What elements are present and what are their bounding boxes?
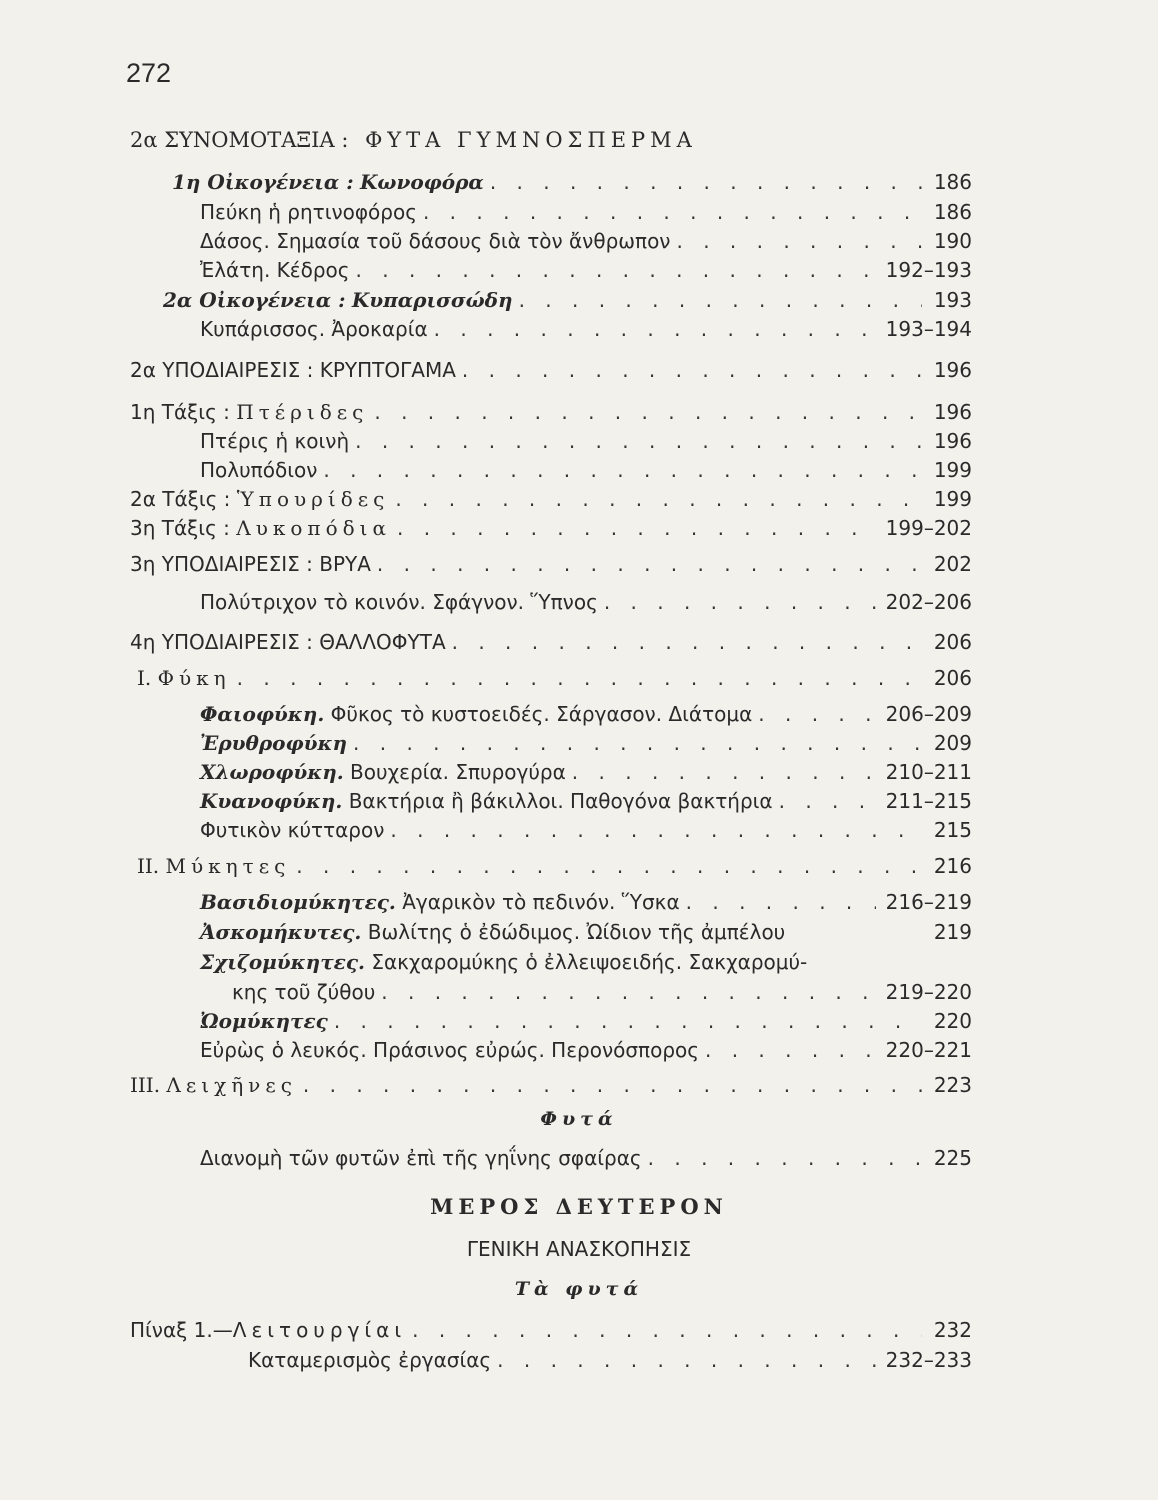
entry-bold: Κυανοφύκη. bbox=[200, 789, 343, 813]
entry-title: κης τοῦ ζύθου bbox=[232, 980, 376, 1004]
page-ref: 216 bbox=[933, 854, 972, 878]
page-ref: 206 bbox=[933, 630, 972, 654]
toc-row[interactable] bbox=[130, 487, 972, 515]
dot-leader bbox=[395, 487, 922, 511]
dot-leader bbox=[758, 702, 875, 726]
entry-title: Διανομὴ τῶν φυτῶν ἐπὶ τῆς γηΐνης σφαίρας bbox=[200, 1146, 642, 1170]
page-ref: 190 bbox=[933, 229, 972, 253]
toc-row[interactable] bbox=[200, 200, 972, 228]
dot-leader bbox=[303, 1073, 922, 1097]
heading-main: ΦΥΤΑ ΓΥΜΝΟΣΠΕΡΜΑ bbox=[365, 128, 697, 152]
dot-leader bbox=[604, 590, 876, 614]
entry-title: Καταμερισμὸς ἐργασίας bbox=[248, 1348, 492, 1372]
dot-leader bbox=[434, 317, 876, 341]
dot-leader bbox=[497, 1348, 875, 1372]
page-ref: 186 bbox=[933, 200, 972, 224]
page-ref: 219 bbox=[933, 920, 972, 944]
page-ref: 193 bbox=[933, 288, 972, 312]
entry-rest: Βωλίτης ὁ ἐδώδιμος. Ὠίδιον τῆς ἀμπέλου bbox=[361, 920, 786, 944]
toc-row[interactable] bbox=[200, 229, 972, 257]
entry-title: Κυπάρισσος. Ἀροκαρία bbox=[200, 317, 428, 341]
dot-leader bbox=[705, 1038, 876, 1062]
page-ref: 196 bbox=[933, 400, 972, 424]
class-name: Ὑπουρίδες bbox=[236, 487, 390, 511]
entry-rest: Ἀγαρικὸν τὸ πεδινόν. Ὕσκα bbox=[395, 890, 680, 914]
toc-row[interactable] bbox=[130, 400, 972, 428]
toc-row[interactable] bbox=[200, 731, 972, 759]
toc-row-group[interactable] bbox=[137, 666, 972, 694]
subdivision-title: 3η ΥΠΟΔΙΑΙΡΕΣΙΣ : ΒΡΥΑ bbox=[130, 552, 371, 576]
page-ref: 206 bbox=[933, 666, 972, 690]
page-ref: 211–215 bbox=[885, 789, 972, 813]
toc-row[interactable] bbox=[130, 1318, 972, 1346]
dot-leader bbox=[355, 429, 922, 453]
dot-leader bbox=[374, 400, 922, 424]
page-ref: 206–209 bbox=[885, 702, 972, 726]
entry-title: Δάσος. Σημασία τοῦ δάσους διὰ τὸν ἄνθρωπον bbox=[200, 229, 671, 253]
entry-title: Πτέρις ἡ κοινὴ bbox=[200, 429, 350, 453]
page-ref: 225 bbox=[933, 1146, 972, 1170]
toc-row[interactable] bbox=[200, 760, 972, 788]
page-ref: 199 bbox=[933, 487, 972, 511]
page-ref: 202–206 bbox=[885, 590, 972, 614]
entry-bold: Φαιοφύκη. bbox=[200, 702, 325, 726]
toc-row-group[interactable] bbox=[137, 854, 972, 882]
toc-row[interactable] bbox=[200, 950, 972, 978]
toc-row[interactable] bbox=[200, 702, 972, 730]
dot-leader bbox=[353, 731, 922, 755]
toc-row[interactable] bbox=[200, 590, 972, 618]
dot-leader bbox=[648, 1146, 922, 1170]
entry-bold: Ὠομύκητες bbox=[200, 1009, 328, 1033]
entry-title: Πεύκη ἡ ρητινοφόρος bbox=[200, 200, 417, 224]
phyta-title: Φυτά bbox=[540, 1108, 618, 1130]
toc-row[interactable] bbox=[200, 1038, 972, 1066]
entry-bold: Χλωροφύκη. bbox=[200, 760, 344, 784]
toc-row-subdivision[interactable] bbox=[130, 358, 972, 386]
toc-row-subdivision[interactable] bbox=[130, 552, 972, 580]
page-number: 272 bbox=[126, 58, 172, 88]
dot-leader bbox=[390, 818, 922, 842]
toc-row[interactable] bbox=[248, 1348, 972, 1376]
toc-row[interactable] bbox=[200, 920, 972, 948]
family-label: 1η Οἰκογένεια : bbox=[172, 170, 354, 194]
entry-bold: Ἀσκομήκυτες. bbox=[200, 920, 362, 944]
group-numeral: I. bbox=[137, 666, 152, 690]
entry-rest: Σακχαρομύκης ὁ ἐλλειψοειδής. Σακχαρομύ- bbox=[364, 950, 808, 974]
page-ref: 193–194 bbox=[885, 317, 972, 341]
dot-leader bbox=[686, 890, 876, 914]
family-label: 2α Οἰκογένεια : bbox=[163, 288, 346, 312]
class-label: 1η Τάξις : bbox=[130, 400, 230, 424]
dot-leader bbox=[397, 516, 876, 540]
group-name: Λειχῆνες bbox=[166, 1073, 297, 1097]
toc-row[interactable] bbox=[163, 288, 972, 316]
toc-row[interactable] bbox=[130, 516, 972, 544]
page-ref: 196 bbox=[933, 429, 972, 453]
dot-leader bbox=[676, 229, 922, 253]
entry-rest: Βακτήρια ἢ βάκιλλοι. Παθογόνα βακτήρια bbox=[342, 789, 773, 813]
page-ref: 223 bbox=[933, 1073, 972, 1097]
toc-row[interactable] bbox=[232, 980, 972, 1008]
page-ref: 232 bbox=[933, 1318, 972, 1342]
page-ref: 202 bbox=[933, 552, 972, 576]
toc-row[interactable] bbox=[200, 818, 972, 846]
dot-leader bbox=[237, 666, 922, 690]
entry-title: Πολύτριχον τὸ κοινόν. Σφάγνον. Ὕπνος bbox=[200, 590, 598, 614]
page-ref: 192–193 bbox=[885, 258, 972, 282]
dot-leader bbox=[381, 980, 875, 1004]
dot-leader bbox=[452, 630, 922, 654]
page-ref: 199–202 bbox=[885, 516, 972, 540]
class-label: 3η Τάξις : bbox=[130, 516, 230, 540]
toc-row[interactable] bbox=[200, 458, 972, 486]
entry-bold: Ἐρυθροφύκη bbox=[200, 731, 348, 755]
entry-rest: Φῦκος τὸ κυστοειδές. Σάργασον. Διάτομα bbox=[324, 702, 753, 726]
dot-leader bbox=[779, 789, 876, 813]
dot-leader bbox=[412, 1318, 922, 1342]
entry-rest: Βουχερία. Σπυρογύρα bbox=[343, 760, 566, 784]
page-ref: 210–211 bbox=[885, 760, 972, 784]
part-two-title: ΜΕΡΟΣ ΔΕΥΤΕΡΟΝ bbox=[430, 1194, 728, 1219]
page-ref: 215 bbox=[933, 818, 972, 842]
entry-rest: Φυτικὸν κύτταρον bbox=[200, 818, 385, 842]
group-numeral: III. bbox=[130, 1073, 161, 1097]
page-ref: 216–219 bbox=[885, 890, 972, 914]
dot-leader bbox=[519, 288, 922, 312]
dot-leader bbox=[356, 258, 876, 282]
page-ref: 219–220 bbox=[885, 980, 972, 1004]
toc-row[interactable] bbox=[172, 170, 972, 198]
heading-prefix: 2α ΣΥΝΟΜΟΤΑΞΙΑ : bbox=[130, 128, 349, 152]
toc-row[interactable] bbox=[200, 1146, 972, 1174]
page-ref: 220–221 bbox=[885, 1038, 972, 1062]
table-label: Πίναξ 1.— bbox=[130, 1318, 233, 1342]
dot-leader bbox=[423, 200, 922, 224]
entry-bold: Σχιζομύκητες. bbox=[200, 950, 365, 974]
dot-leader bbox=[323, 458, 922, 482]
dot-leader bbox=[334, 1009, 922, 1033]
entry-title: Εὐρὼς ὁ λευκός. Πράσινος εὐρώς. Περονόσπορος bbox=[200, 1038, 699, 1062]
family-name: Κυπαρισσώδη bbox=[351, 288, 513, 312]
class-name: Λυκοπόδια bbox=[236, 516, 391, 540]
page-ref: 220 bbox=[933, 1009, 972, 1033]
toc-row[interactable] bbox=[200, 1009, 972, 1037]
subdivision-title: 2α ΥΠΟΔΙΑΙΡΕΣΙΣ : ΚΡΥΠΤΟΓΑΜΑ bbox=[130, 358, 456, 382]
part-two-subtitle: ΓΕΝΙΚΗ ΑΝΑΣΚΟΠΗΣΙΣ bbox=[466, 1237, 692, 1261]
toc-row[interactable] bbox=[200, 890, 972, 918]
page-ref: 209 bbox=[933, 731, 972, 755]
toc-row[interactable] bbox=[200, 429, 972, 457]
dot-leader bbox=[462, 358, 922, 382]
page-ref: 199 bbox=[933, 458, 972, 482]
page-ref: 196 bbox=[933, 358, 972, 382]
class-label: 2α Τάξις : bbox=[130, 487, 231, 511]
toc-row-subdivision[interactable] bbox=[130, 630, 972, 658]
toc-row[interactable] bbox=[200, 789, 972, 817]
group-name: Φύκη bbox=[157, 666, 231, 690]
entry-title: Ἐλάτη. Κέδρος bbox=[200, 258, 350, 282]
entry-title: Πολυπόδιον bbox=[200, 458, 318, 482]
class-name: Πτέριδες bbox=[236, 400, 369, 424]
entry-bold: Βασιδιομύκητες. bbox=[200, 890, 396, 914]
toc-row[interactable] bbox=[200, 317, 972, 345]
section-heading-gymnosperms bbox=[130, 128, 697, 152]
dot-leader bbox=[490, 170, 922, 194]
group-name: Μύκητες bbox=[165, 854, 291, 878]
toc-row[interactable] bbox=[200, 258, 972, 286]
group-numeral: II. bbox=[137, 854, 160, 878]
dot-leader bbox=[377, 552, 922, 576]
table-name: Λειτουργίαι bbox=[232, 1318, 407, 1342]
subdivision-title: 4η ΥΠΟΔΙΑΙΡΕΣΙΣ : ΘΑΛΛΟΦΥΤΑ bbox=[130, 630, 446, 654]
toc-row-group[interactable] bbox=[130, 1073, 972, 1101]
dot-leader bbox=[296, 854, 922, 878]
page-ref: 186 bbox=[933, 170, 972, 194]
part-two-section-title: Τὰ φυτά bbox=[514, 1278, 644, 1300]
dot-leader bbox=[572, 760, 876, 784]
family-name: Κωνοφόρα bbox=[360, 170, 484, 194]
page-ref: 232–233 bbox=[885, 1348, 972, 1372]
